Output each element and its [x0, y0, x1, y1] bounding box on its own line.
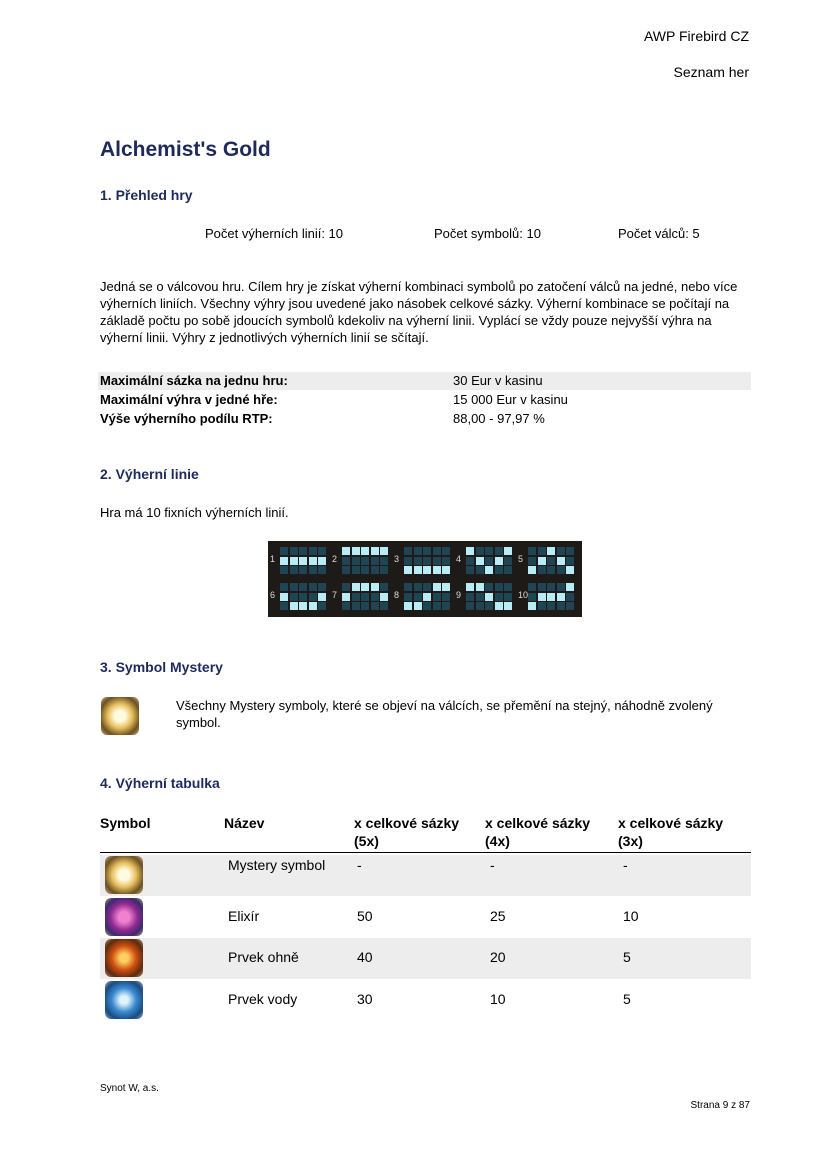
- payline-cell: [309, 547, 317, 555]
- payline-cell: [538, 547, 546, 555]
- payline-cell: [404, 557, 412, 565]
- payline-cell: [504, 566, 512, 574]
- payline-number: 4: [456, 554, 462, 564]
- payline-cell: [342, 583, 350, 591]
- payline-cell: [318, 583, 326, 591]
- pay-5x: 50: [357, 907, 373, 924]
- payline-cell: [352, 547, 360, 555]
- payline-cell: [342, 602, 350, 610]
- page-title: Alchemist's Gold: [100, 138, 271, 161]
- param-value: 88,00 - 97,97 %: [453, 411, 545, 426]
- mystery-text: Všechny Mystery symboly, které se objeví na válcích, se přemění na stejný, náhodně zvolený symbol.: [176, 698, 713, 730]
- payline-cell: [361, 593, 369, 601]
- payline-cell: [299, 602, 307, 610]
- payline-cell: [414, 547, 422, 555]
- payline-cell: [361, 557, 369, 565]
- payline-cell: [495, 583, 503, 591]
- payline-cell: [504, 583, 512, 591]
- payline-cell: [318, 547, 326, 555]
- payline-cell: [309, 557, 317, 565]
- col-name: Název: [224, 815, 265, 831]
- payline-5: [518, 545, 576, 577]
- payline-cell: [423, 593, 431, 601]
- payline-cell: [352, 583, 360, 591]
- payline-cell: [538, 593, 546, 601]
- water-symbol-icon: [105, 981, 143, 1019]
- payline-cell: [466, 547, 474, 555]
- param-rtp: [98, 410, 751, 428]
- payline-8: [394, 581, 452, 613]
- payline-10: [518, 581, 576, 613]
- payline-cell: [504, 602, 512, 610]
- payline-cell: [557, 593, 565, 601]
- paylines-image: [268, 541, 582, 617]
- payline-cell: [361, 602, 369, 610]
- payline-cell: [309, 602, 317, 610]
- payline-cell: [290, 583, 298, 591]
- overview-text: Jedná se o válcovou hru. Cílem hry je získat výherní kombinaci symbolů po zatočení válců na jedné, nebo více výherních liniích. Všechny výhry jsou uvedené jako násobek celkové sázky. Výherní kombinace se počítají na základě počtu po sobě jdoucích symbolů kdekoliv na výherní linii. Vyplácí se vždy pouze nejvyšší výhra na výherní linii. Výhry z jednotlivých výherních linií se sčítají.: [100, 279, 738, 345]
- payline-cell: [442, 547, 450, 555]
- payline-cell: [318, 557, 326, 565]
- payline-cell: [404, 566, 412, 574]
- payline-6: [270, 581, 328, 613]
- section-heading-paylines: 2. Výherní linie: [100, 466, 199, 482]
- payline-cell: [404, 583, 412, 591]
- pay-3x: 5: [623, 990, 631, 1007]
- payline-cell: [547, 593, 555, 601]
- mystery-symbol-icon: [101, 697, 139, 735]
- section-heading-mystery: 3. Symbol Mystery: [100, 659, 223, 675]
- payline-cell: [342, 593, 350, 601]
- payline-cell: [299, 583, 307, 591]
- payline-cell: [342, 557, 350, 565]
- payline-cell: [414, 602, 422, 610]
- col-3x: x celkové sázky (3x): [618, 815, 724, 849]
- footer-company: Synot W, a.s.: [100, 1083, 159, 1094]
- payline-cell: [352, 593, 360, 601]
- payline-cell: [476, 583, 484, 591]
- payline-3: [394, 545, 452, 577]
- payline-cell: [466, 602, 474, 610]
- payline-cell: [404, 547, 412, 555]
- payline-cell: [442, 593, 450, 601]
- payline-cell: [485, 566, 493, 574]
- param-label: Maximální sázka na jednu hru:: [100, 373, 288, 388]
- payline-cell: [342, 547, 350, 555]
- header-company: AWP Firebird CZ: [643, 28, 749, 44]
- payline-cell: [371, 566, 379, 574]
- payline-cell: [318, 566, 326, 574]
- payline-cell: [309, 583, 317, 591]
- payline-cell: [404, 602, 412, 610]
- payline-cell: [485, 602, 493, 610]
- mystery-symbol-icon: [105, 856, 143, 894]
- payline-cell: [476, 593, 484, 601]
- payline-number: 7: [332, 590, 338, 600]
- payline-cell: [504, 593, 512, 601]
- payline-cell: [380, 593, 388, 601]
- pay-3x: 10: [623, 907, 639, 924]
- footer-page: Strana 9 z 87: [690, 1100, 750, 1111]
- param-label: Maximální výhra v jedné hře:: [100, 392, 278, 407]
- pay-4x: 20: [490, 949, 506, 965]
- payline-cell: [280, 583, 288, 591]
- payline-cell: [380, 547, 388, 555]
- payline-cell: [423, 557, 431, 565]
- payline-cell: [528, 583, 536, 591]
- pay-4x: 10: [490, 990, 506, 1007]
- payline-cell: [528, 566, 536, 574]
- payline-cell: [433, 547, 441, 555]
- payline-cell: [433, 602, 441, 610]
- payline-cell: [404, 593, 412, 601]
- payline-cell: [538, 602, 546, 610]
- payline-cell: [342, 566, 350, 574]
- table-row: [100, 938, 751, 979]
- payline-cell: [299, 557, 307, 565]
- payline-cell: [476, 602, 484, 610]
- payline-cell: [371, 547, 379, 555]
- payline-cell: [290, 593, 298, 601]
- payline-cell: [566, 547, 574, 555]
- pay-5x: 30: [357, 990, 373, 1007]
- payline-cell: [495, 593, 503, 601]
- symbol-name: Elixír: [228, 907, 260, 924]
- payline-cell: [547, 557, 555, 565]
- payline-cell: [318, 602, 326, 610]
- payline-cell: [380, 566, 388, 574]
- payline-number: 9: [456, 590, 462, 600]
- payline-cell: [485, 593, 493, 601]
- table-row: [100, 855, 751, 896]
- pay-5x: 40: [357, 949, 373, 965]
- payline-cell: [538, 566, 546, 574]
- payline-number: 8: [394, 590, 400, 600]
- param-max-bet: [98, 372, 751, 390]
- payline-cell: [290, 557, 298, 565]
- symbol-name: Prvek vody: [228, 990, 298, 1007]
- payline-cell: [485, 583, 493, 591]
- payline-cell: [361, 583, 369, 591]
- payline-cell: [299, 547, 307, 555]
- section-heading-overview: 1. Přehled hry: [100, 187, 193, 203]
- payline-cell: [485, 557, 493, 565]
- payline-cell: [466, 583, 474, 591]
- payline-cell: [433, 593, 441, 601]
- payline-cell: [371, 602, 379, 610]
- payline-cell: [414, 566, 422, 574]
- payline-cell: [466, 593, 474, 601]
- payline-cell: [423, 547, 431, 555]
- symbol-name: Mystery symbol: [228, 857, 326, 873]
- table-rule: [100, 852, 751, 853]
- payline-cell: [557, 602, 565, 610]
- payline-cell: [476, 557, 484, 565]
- payline-number: 1: [270, 554, 276, 564]
- payline-2: [332, 545, 390, 577]
- payline-number: 2: [332, 554, 338, 564]
- payline-7: [332, 581, 390, 613]
- payline-cell: [290, 602, 298, 610]
- payline-cell: [280, 602, 288, 610]
- payline-cell: [528, 547, 536, 555]
- fire-symbol-icon: [105, 939, 143, 977]
- payline-cell: [280, 566, 288, 574]
- payline-cell: [504, 547, 512, 555]
- payline-cell: [495, 566, 503, 574]
- payline-cell: [557, 583, 565, 591]
- payline-cell: [414, 557, 422, 565]
- payline-cell: [476, 547, 484, 555]
- payline-cell: [495, 602, 503, 610]
- payline-cell: [528, 602, 536, 610]
- payline-cell: [538, 557, 546, 565]
- payline-cell: [280, 593, 288, 601]
- pay-4x: 25: [490, 907, 506, 924]
- payline-4: [456, 545, 514, 577]
- payline-cell: [371, 583, 379, 591]
- header-section: Seznam her: [673, 64, 749, 80]
- payline-cell: [466, 557, 474, 565]
- payline-number: 6: [270, 590, 276, 600]
- payline-cell: [309, 566, 317, 574]
- elixir-symbol-icon: [105, 898, 143, 936]
- payline-cell: [290, 547, 298, 555]
- pay-5x: -: [357, 857, 362, 873]
- payline-cell: [299, 593, 307, 601]
- pay-4x: -: [490, 857, 495, 873]
- payline-cell: [380, 583, 388, 591]
- col-4x: x celkové sázky (4x): [485, 815, 591, 849]
- param-label: Výše výherního podílu RTP:: [100, 411, 273, 426]
- payline-cell: [566, 566, 574, 574]
- payline-cell: [547, 602, 555, 610]
- payline-cell: [318, 593, 326, 601]
- payline-cell: [423, 566, 431, 574]
- param-value: 30 Eur v kasinu: [453, 373, 543, 388]
- payline-cell: [290, 566, 298, 574]
- payline-cell: [309, 593, 317, 601]
- payline-cell: [547, 583, 555, 591]
- payline-cell: [371, 557, 379, 565]
- param-max-win: [98, 391, 751, 409]
- table-row: [100, 980, 751, 1021]
- symbols-count: Počet symbolů: 10: [434, 226, 541, 241]
- payline-cell: [485, 547, 493, 555]
- payline-cell: [380, 602, 388, 610]
- payline-cell: [433, 566, 441, 574]
- payline-cell: [442, 566, 450, 574]
- payline-cell: [361, 566, 369, 574]
- payline-cell: [442, 583, 450, 591]
- payline-cell: [414, 593, 422, 601]
- payline-number: 5: [518, 554, 524, 564]
- payline-cell: [352, 566, 360, 574]
- payline-cell: [466, 566, 474, 574]
- payline-9: [456, 581, 514, 613]
- pay-3x: -: [623, 857, 628, 873]
- lines-count: Počet výherních linií: 10: [205, 226, 344, 241]
- reels-count: Počet válců: 5: [618, 226, 700, 241]
- payline-cell: [504, 557, 512, 565]
- payline-cell: [476, 566, 484, 574]
- col-symbol: Symbol: [100, 815, 151, 831]
- payline-cell: [547, 547, 555, 555]
- payline-cell: [547, 566, 555, 574]
- payline-cell: [280, 557, 288, 565]
- pay-3x: 5: [623, 949, 631, 965]
- payline-cell: [414, 583, 422, 591]
- payline-cell: [495, 557, 503, 565]
- payline-cell: [528, 593, 536, 601]
- payline-cell: [371, 593, 379, 601]
- symbol-name: Prvek ohně: [228, 949, 299, 965]
- payline-number: 3: [394, 554, 400, 564]
- payline-cell: [442, 602, 450, 610]
- payline-cell: [280, 547, 288, 555]
- payline-cell: [352, 557, 360, 565]
- payline-cell: [299, 566, 307, 574]
- payline-number: 10: [518, 590, 529, 600]
- table-row: [100, 897, 751, 938]
- payline-1: [270, 545, 328, 577]
- payline-cell: [380, 557, 388, 565]
- payline-cell: [566, 593, 574, 601]
- payline-cell: [528, 557, 536, 565]
- payline-cell: [433, 583, 441, 591]
- payline-cell: [538, 583, 546, 591]
- section-heading-paytable: 4. Výherní tabulka: [100, 775, 220, 791]
- payline-cell: [361, 547, 369, 555]
- payline-cell: [433, 557, 441, 565]
- payline-cell: [557, 557, 565, 565]
- paylines-text: Hra má 10 fixních výherních linií.: [100, 505, 289, 520]
- payline-cell: [495, 547, 503, 555]
- payline-cell: [557, 566, 565, 574]
- payline-cell: [557, 547, 565, 555]
- payline-cell: [423, 583, 431, 591]
- payline-cell: [566, 557, 574, 565]
- payline-cell: [566, 583, 574, 591]
- param-value: 15 000 Eur v kasinu: [453, 392, 568, 407]
- col-5x: x celkové sázky (5x): [354, 815, 460, 849]
- payline-cell: [442, 557, 450, 565]
- payline-cell: [566, 602, 574, 610]
- payline-cell: [423, 602, 431, 610]
- payline-cell: [352, 602, 360, 610]
